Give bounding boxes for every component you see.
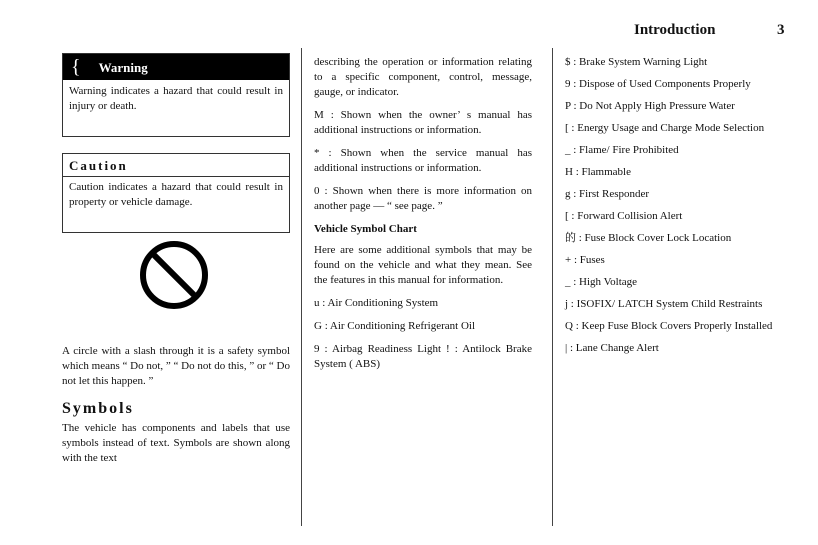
warning-glyph: { xyxy=(71,56,81,78)
page-number: 3 xyxy=(777,22,785,38)
warning-header xyxy=(63,54,289,80)
symbols-heading: Symbols xyxy=(62,400,134,417)
vehicle-symbol-chart-heading: Vehicle Symbol Chart xyxy=(314,223,417,235)
chart-item: | : Lane Change Alert xyxy=(565,342,659,354)
symbols-intro: The vehicle has components and labels that use symbols instead of text. Symbols are shown along with the text xyxy=(62,422,290,464)
vehicle-symbol-chart-intro: Here are some additional symbols that may be found on the vehicle and what they mean. See the features in this manual for information. xyxy=(314,244,532,286)
caution-box xyxy=(62,153,290,233)
chart-item: u : Air Conditioning System xyxy=(314,297,439,309)
chart-item: 9 : Airbag Readiness Light ! : Antilock Brake System ( ABS) xyxy=(314,343,532,370)
column-1 xyxy=(62,53,290,466)
prohibition-icon xyxy=(138,239,210,311)
chart-item: 的 : Fuse Block Cover Lock Location xyxy=(565,232,732,244)
chart-item: $ : Brake System Warning Light xyxy=(565,56,708,68)
chart-item: _ : Flame/ Fire Prohibited xyxy=(565,144,679,156)
chart-item: G : Air Conditioning Refrigerant Oil xyxy=(314,320,476,332)
chart-item: [ : Energy Usage and Charge Mode Selection xyxy=(565,122,765,134)
column-divider xyxy=(552,48,553,526)
chart-item: P : Do Not Apply High Pressure Water xyxy=(565,100,735,112)
symbols-intro-continued: describing the operation or information relating to a specific component, control, message, gauge, or indicator. xyxy=(314,56,532,98)
warning-text: Warning indicates a hazard that could result in injury or death. xyxy=(69,85,283,112)
column-divider xyxy=(301,48,302,526)
see-page-symbol-item: 0 : Shown when there is more information on another page — “ see page. ” xyxy=(314,185,532,212)
chart-item: + : Fuses xyxy=(565,254,605,266)
warning-box xyxy=(62,53,290,137)
column-3 xyxy=(565,55,780,363)
chart-item: j : ISOFIX/ LATCH System Child Restraints xyxy=(565,298,763,310)
caution-label: Caution xyxy=(63,154,289,177)
warning-label: Warning xyxy=(98,59,148,75)
chart-item: g : First Responder xyxy=(565,188,650,200)
circle-slash-explanation: A circle with a slash through it is a safety symbol which means “ Do not, ” “ Do not do this, ” or “ Do not let this happen. ” xyxy=(62,345,290,387)
chart-item: _ : High Voltage xyxy=(565,276,638,288)
page-header-title: Introduction xyxy=(634,22,716,38)
owners-manual-symbol-item: M : Shown when the owner’ s manual has additional instructions or information. xyxy=(314,109,532,136)
column-2 xyxy=(314,55,532,380)
caution-text: Caution indicates a hazard that could result in property or vehicle damage. xyxy=(69,181,283,208)
chart-item: [ : Forward Collision Alert xyxy=(565,210,683,222)
chart-item: 9 : Dispose of Used Components Properly xyxy=(565,78,751,90)
chart-item: Q : Keep Fuse Block Covers Properly Installed xyxy=(565,320,773,332)
chart-item: H : Flammable xyxy=(565,166,631,178)
service-manual-symbol-item: * : Shown when the service manual has additional instructions or information. xyxy=(314,147,532,174)
